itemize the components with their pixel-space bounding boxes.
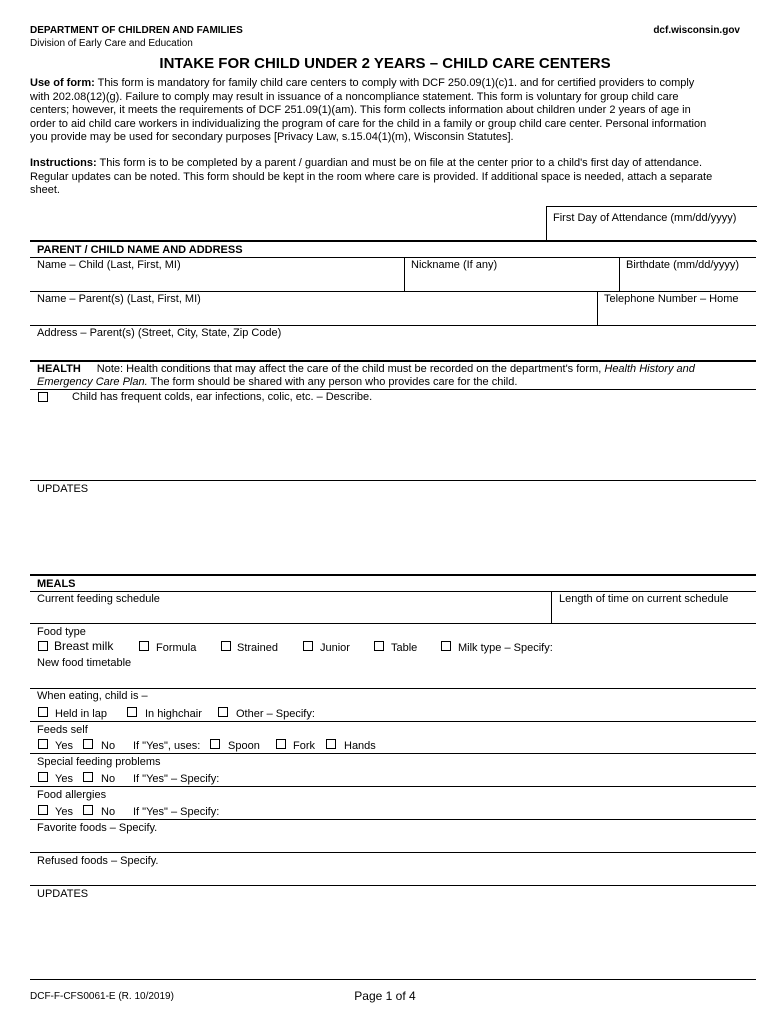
breast-milk-checkbox[interactable] — [38, 641, 48, 651]
formula-label: Formula — [156, 642, 197, 654]
health-updates-label: UPDATES — [37, 483, 89, 495]
other-position-checkbox[interactable] — [218, 707, 228, 717]
held-in-lap-label: Held in lap — [55, 708, 107, 720]
favorite-foods-label: Favorite foods – Specify. — [37, 822, 158, 834]
feeds-self-no-checkbox[interactable] — [83, 739, 93, 749]
row-divider — [30, 623, 756, 624]
feeds-self-yes-checkbox[interactable] — [38, 739, 48, 749]
special-problems-yes-checkbox[interactable] — [38, 772, 48, 782]
health-updates-field[interactable] — [30, 497, 756, 573]
instructions-label: Instructions: — [30, 157, 97, 169]
strained-checkbox[interactable] — [221, 641, 231, 651]
page-number: Page 1 of 4 — [354, 989, 416, 1003]
health-note-line-1 — [37, 363, 695, 376]
use-of-form-line-1: This form is mandatory for family child care centers to comply with DCF 250.09(1)(c)1. and for certified providers to comply — [97, 77, 695, 89]
row-divider — [30, 786, 756, 787]
strained-label: Strained — [237, 642, 278, 654]
spoon-label: Spoon — [228, 740, 260, 752]
website-link[interactable]: dcf.wisconsin.gov — [653, 25, 740, 36]
row-divider — [30, 688, 756, 689]
food-type-label: Food type — [37, 626, 86, 638]
instructions-line: Regular updates can be noted. This form should be kept in the room where care is provided. If additional space is needed, attach a separate — [30, 170, 713, 183]
meals-updates-label: UPDATES — [37, 888, 89, 900]
meals-updates-field[interactable] — [30, 902, 756, 976]
row-divider — [30, 819, 756, 820]
division-name: Division of Early Care and Education — [30, 38, 193, 49]
spoon-checkbox[interactable] — [210, 739, 220, 749]
feeding-schedule-label: Current feeding schedule — [37, 593, 160, 605]
feeds-self-yes-label: Yes — [55, 740, 73, 752]
instructions-line-1: This form is to be completed by a parent / guardian and must be on file at the center prior to a child's first day of attendance. — [99, 157, 703, 169]
special-problems-label: Special feeding problems — [37, 756, 161, 768]
use-of-form-line: centers; however, it meets the requirements of DCF 251.09(1)(am). This form collects information about children under 2 years of age in — [30, 104, 691, 116]
row-divider — [30, 480, 756, 481]
frequent-colds-checkbox[interactable] — [38, 392, 48, 402]
form-title: INTAKE FOR CHILD UNDER 2 YEARS – CHILD CARE CENTERS — [159, 55, 611, 72]
use-of-form-line: order to aid child care workers in individualizing the program of care for the child in a family or group child care center. Personal information — [30, 117, 707, 130]
milk-type-checkbox[interactable] — [441, 641, 451, 651]
feeds-self-no-label: No — [101, 740, 116, 752]
child-name-label: Name – Child (Last, First, MI) — [37, 259, 181, 271]
use-of-form-line: you provide may be used for secondary purposes [Privacy Law, s.15.04(1)(m), Wisconsin Statutes]. — [30, 131, 514, 143]
use-of-form-line: with 202.08(12)(g). Failure to comply may result in issuance of a noncompliance statement. This form is voluntary for group child care — [30, 90, 679, 103]
health-heading: HEALTH — [37, 363, 81, 375]
refused-foods-label: Refused foods – Specify. — [37, 855, 159, 867]
refused-foods-field[interactable] — [30, 869, 756, 885]
breast-milk-label: Breast milk — [54, 639, 114, 653]
instructions-paragraph — [30, 157, 750, 198]
use-of-form-paragraph — [30, 77, 750, 145]
allergies-no-checkbox[interactable] — [83, 805, 93, 815]
use-of-form-label: Use of form: — [30, 77, 95, 89]
fork-label: Fork — [293, 740, 315, 752]
junior-checkbox[interactable] — [303, 641, 313, 651]
special-problems-no-checkbox[interactable] — [83, 772, 93, 782]
schedule-length-label: Length of time on current schedule — [559, 593, 729, 605]
row-divider — [30, 721, 756, 722]
frequent-colds-label: Child has frequent colds, ear infections, colic, etc. – Describe. — [72, 391, 373, 403]
new-food-label: New food timetable — [37, 657, 132, 669]
instructions-line: sheet. — [30, 184, 60, 196]
fork-checkbox[interactable] — [276, 739, 286, 749]
health-note-line-2 — [37, 376, 517, 389]
allergies-yes-checkbox[interactable] — [38, 805, 48, 815]
food-allergies-label: Food allergies — [37, 789, 107, 801]
address-label: Address – Parent(s) (Street, City, State, Zip Code) — [37, 327, 282, 339]
row-divider — [30, 389, 756, 390]
health-form-name: Health History and — [604, 363, 695, 375]
department-name: DEPARTMENT OF CHILDREN AND FAMILIES — [30, 25, 243, 36]
nickname-label: Nickname (If any) — [411, 259, 498, 271]
highchair-label: In highchair — [145, 708, 202, 720]
section-divider — [30, 360, 756, 362]
meals-heading: MEALS — [37, 578, 76, 590]
health-note-b: The form should be shared with any person who provides care for the child. — [150, 376, 518, 388]
form-id: DCF-F-CFS0061-E (R. 10/2019) — [30, 991, 174, 1002]
telephone-label: Telephone Number – Home — [604, 293, 739, 305]
footer-divider — [30, 979, 756, 980]
table-food-checkbox[interactable] — [374, 641, 384, 651]
formula-checkbox[interactable] — [139, 641, 149, 651]
special-problems-no-label: No — [101, 773, 116, 785]
health-describe-field[interactable] — [30, 405, 756, 479]
when-eating-label: When eating, child is – — [37, 690, 148, 702]
special-problems-yes-label: Yes — [55, 773, 73, 785]
row-divider — [30, 852, 756, 853]
highchair-checkbox[interactable] — [127, 707, 137, 717]
allergies-no-label: No — [101, 806, 116, 818]
allergies-specify-label: If "Yes" – Specify: — [133, 806, 220, 818]
row-divider — [30, 753, 756, 754]
section-divider — [30, 574, 756, 576]
parent-child-heading: PARENT / CHILD NAME AND ADDRESS — [37, 244, 243, 256]
junior-label: Junior — [320, 642, 350, 654]
table-food-label: Table — [391, 642, 418, 654]
hands-checkbox[interactable] — [326, 739, 336, 749]
allergies-yes-label: Yes — [55, 806, 73, 818]
birthdate-label: Birthdate (mm/dd/yyyy) — [626, 259, 740, 271]
row-divider — [30, 885, 756, 886]
new-food-field[interactable] — [30, 671, 756, 687]
section-divider — [30, 240, 756, 242]
first-day-label: First Day of Attendance (mm/dd/yyyy) — [553, 212, 737, 224]
health-note-a: Note: Health conditions that may affect the care of the child must be recorded on the department's form, — [96, 363, 602, 375]
feeds-self-label: Feeds self — [37, 724, 88, 736]
special-problems-specify-label: If "Yes" – Specify: — [133, 773, 220, 785]
parent-name-label: Name – Parent(s) (Last, First, MI) — [37, 293, 201, 305]
other-position-label: Other – Specify: — [236, 708, 315, 720]
favorite-foods-field[interactable] — [30, 836, 756, 852]
held-in-lap-checkbox[interactable] — [38, 707, 48, 717]
milk-type-label: Milk type – Specify: — [458, 642, 553, 654]
hands-label: Hands — [344, 740, 376, 752]
if-yes-uses-label: If "Yes", uses: — [133, 740, 201, 752]
health-form-name-2: Emergency Care Plan. — [37, 376, 148, 388]
